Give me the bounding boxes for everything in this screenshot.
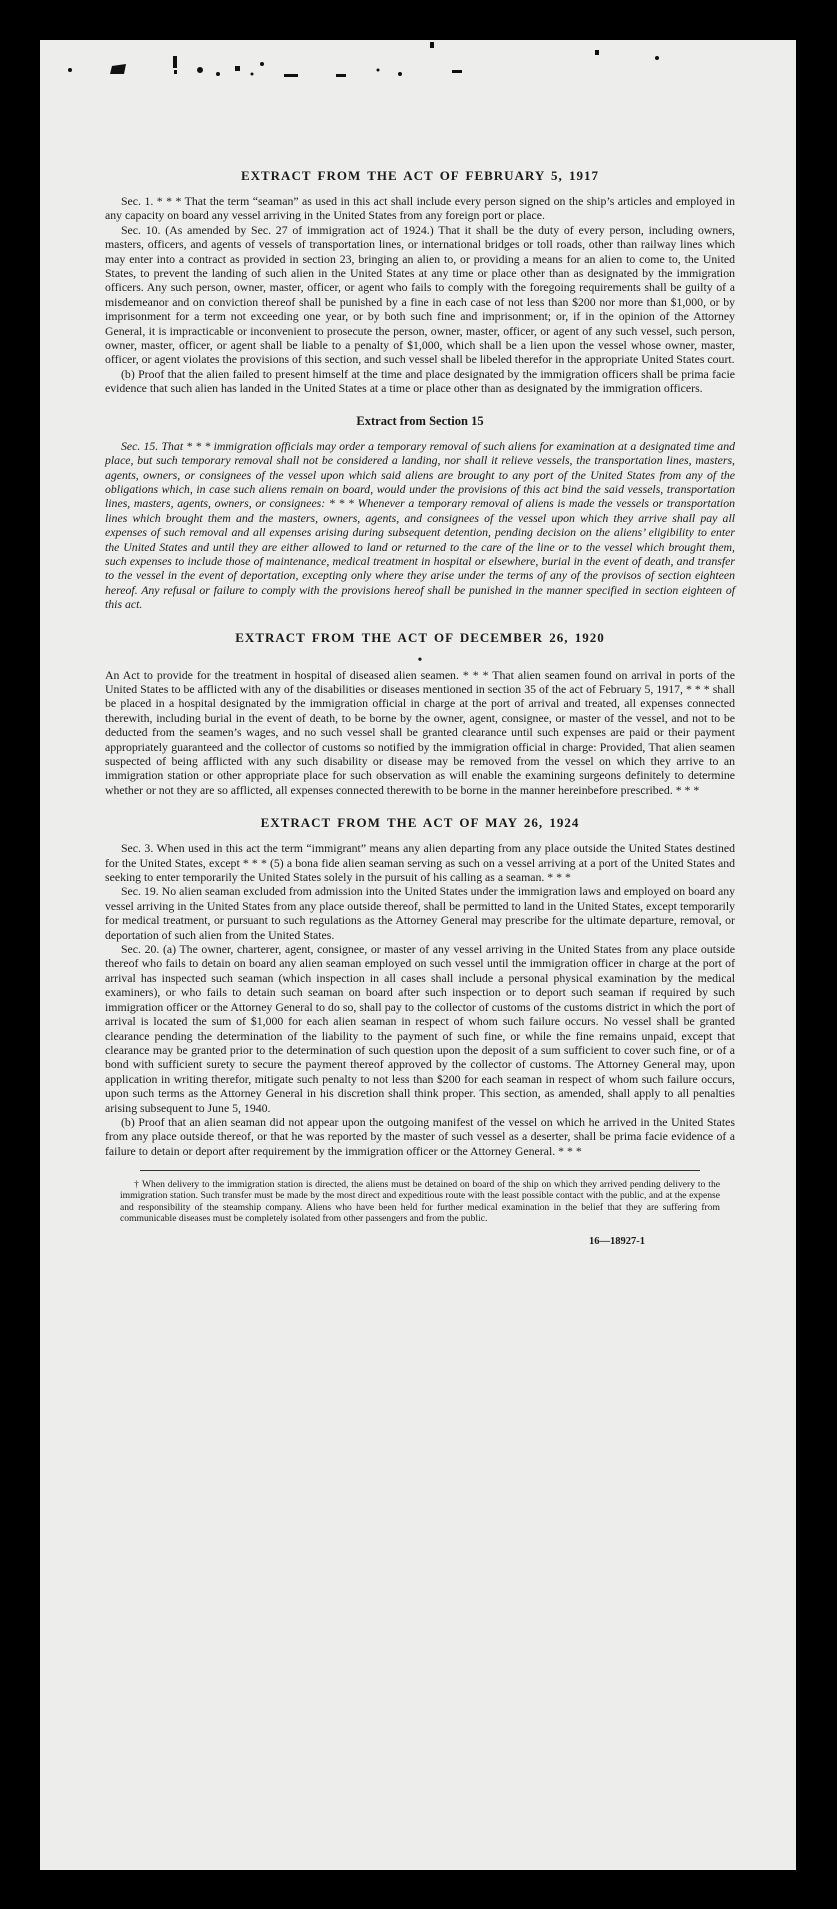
paragraph: Sec. 20. (a) The owner, charterer, agent, consignee, or master of any vessel arriving in the United States from any place outside thereof who fails to detain on board any alien seaman employed on such vessel until the immigration officer in charge at the port of arrival has inspected such seaman (which inspection in all cases shall include a personal physical examination by the medical examiners), or who fails to detain such seaman on board after such inspection or to deport such seaman if required by such immigration officer or the Attorney General to do so, shall pay to the collector of customs of the customs district in which the port of arrival is located the sum of $1,000 for each alien seaman in respect of whom such failure occurs. No vessel shall be granted clearance pending the determination of the liability to the payment of such fine, or while the fine remains unpaid, except that clearance may be granted prior to the determination of such question upon the deposit of a sum sufficient to cover such fine, or of a bond with sufficient surety to secure the payment thereof approved by the collector of customs. The Attorney General may, upon application in writing therefor, mitigate such penalty to not less than $200 for each seaman in respect of whom such failure occurs, upon such terms as the Attorney General in his discretion shall think proper. This section, as amended, shall apply to all penalties arising subsequent to June 5, 1940. [105, 942, 735, 1115]
paragraph: (b) Proof that the alien failed to present himself at the time and place designated by the immigration officers shall be prima facie evidence that such alien has landed in the United States at a time or place other than as designated by the immigration officers. [105, 366, 735, 396]
footnote: † When delivery to the immigration station is directed, the aliens must be detained on board of the ship on which they arrived pending delivery to the immigration station. Such transfer must be made by the most direct and expeditious route with the least possible contact with the public, and at the expense and responsibility of the steamship company. Aliens who have been held for further medical examination in the belief that they are suffering from communicable diseases must be completely isolated from other passengers and from the public. [120, 1179, 720, 1224]
document-body [105, 168, 735, 1247]
paragraph: Sec. 3. When used in this act the term “immigrant” means any alien departing from any place outside the United States destined for the United States, except * * * (5) a bona fide alien seaman serving as such on a vessel arriving at a port of the United States and seeking to enter temporarily the United States solely in the pursuit of his calling as a seaman. * * * [105, 841, 735, 885]
footnote-divider [140, 1170, 700, 1171]
section-act-1920 [105, 630, 735, 798]
section-heading: EXTRACT FROM THE ACT OF DECEMBER 26, 1920 [235, 629, 605, 645]
paragraph: Sec. 10. (As amended by Sec. 27 of immigration act of 1924.) That it shall be the duty of every person, including owners, masters, officers, and agents of vessels of transportation lines, or international bridges or toll roads, other than railway lines which may enter into a contract as provided in section 23, bringing an alien to, or providing a means for an alien to come to, the United States, to prevent the landing of such alien in the United States at any time or place other than as designated by the immigration officers. Any such person, owner, master, officer, or agent who fails to comply with the foregoing requirements shall be guilty of a misdemeanor and on conviction thereof shall be punished by a fine in each case of not less than $200 nor more than $1,000, or by imprisonment for a term not exceeding one year, or by both such fine and imprisonment; or, if in the opinion of the Attorney General, it is impracticable or inconvenient to prosecute the person, owner, master, officer, or agent of any such vessel, such person, owner, master, officer, or agent shall be liable to a penalty of $1,000, which shall be a lien upon the vessel whose owner, master, officer, or agent violates the provisions of this section, and such vessel shall be libeled therefor in the appropriate United States court. [105, 222, 735, 367]
section-heading: EXTRACT FROM THE ACT OF FEBRUARY 5, 1917 [240, 168, 600, 183]
paragraph: Sec. 15. That * * * immigration officials may order a temporary removal of such aliens for examination at a designated time and place, but such temporary removal shall not be considered a landing, nor shall it relieve vessels, the transportation lines, masters, agents, owners, or consignees of the vessel upon which said aliens are brought to any port of the United States from any of the obligations which, in case such aliens remain on board, would under the provisions of this act bind the said vessels, transportation lines, masters, agents, owners, or consignees: * * * Whenever a temporary removal of aliens is made the vessels or transportation lines which brought them and the masters, owners, agents, and consignees of the vessel upon which they arrive shall pay all expenses of such removal and all expenses arising during subsequent detention, pending decision on the aliens’ eligibility to enter the United States and until they are either allowed to land or returned to the care of the line or to the vessel which brought them, such expenses to include those of maintenance, medical treatment in hospital or elsewhere, burial in the event of death, and transfer to the vessel in the event of deportation, excepting only where they arise under the terms of any of the provisos of section eighteen hereof. Any refusal or failure to comply with the provisions hereof shall be punished in the manner specified in section eighteen of this act. [105, 438, 735, 612]
paragraph: An Act to provide for the treatment in hospital of diseased alien seamen. * * * That alien seamen found on arrival in ports of the United States to be afflicted with any of the disabilities or diseases mentioned in section 35 of the act of February 5, 1917, * * * shall be placed in a hospital designated by the immigration official in charge at the port of arrival and treated, all expenses connected therewith, including burial in the event of death, to be borne by the owner, agent, consignee, or master of the vessel, and not to be deducted from the seamen’s wages, and no such vessel shall be granted clearance until such expenses are paid or their payment appropriately guaranteed and the collector of customs so notified by the immigration official in charge: Provided, That alien seamen suspected of being afflicted with any such disability or disease may be removed from the vessel on which they arrive to an immigration station or other appropriate place for such observation as will enable the examining surgeons definitely to determine whether or not they are so afflicted, all expenses connected therewith to be borne in the manner hereinbefore prescribed. * * * [105, 667, 735, 797]
paragraph: Sec. 1. * * * That the term “seaman” as used in this act shall include every person signed on the ship’s articles and employed in any capacity on board any vessel arriving in the United States from any foreign port or place. [105, 194, 735, 223]
section-act-1917 [105, 168, 735, 396]
section-heading: Extract from Section 15 [356, 413, 484, 428]
section-extract-15 [105, 414, 735, 612]
section-act-1924 [105, 815, 735, 1158]
scan-specks [40, 40, 796, 120]
paragraph: (b) Proof that an alien seaman did not appear upon the outgoing manifest of the vessel on which he arrived in the United States from any place outside thereof, or that he was reported by the master of such vessel as a deserter, shall be prima facie evidence of a failure to detain or deport after requirement by the immigration officer or the Attorney General. * * * [105, 1114, 735, 1158]
section-heading: EXTRACT FROM THE ACT OF MAY 26, 1924 [260, 815, 580, 831]
separator-dot: • [417, 652, 423, 668]
paragraph: Sec. 19. No alien seaman excluded from admission into the United States under the immigration laws and employed on board any vessel arriving in the United States from any place outside thereof, shall be permitted to land in the United States, except temporarily for medical treatment, or pursuant to such regulations as the Attorney General may prescribe for the ultimate departure, removal, or deportation of such alien from the United States. [105, 884, 735, 942]
form-number: 16—18927-1 [589, 1235, 645, 1247]
document-page [40, 40, 796, 1870]
